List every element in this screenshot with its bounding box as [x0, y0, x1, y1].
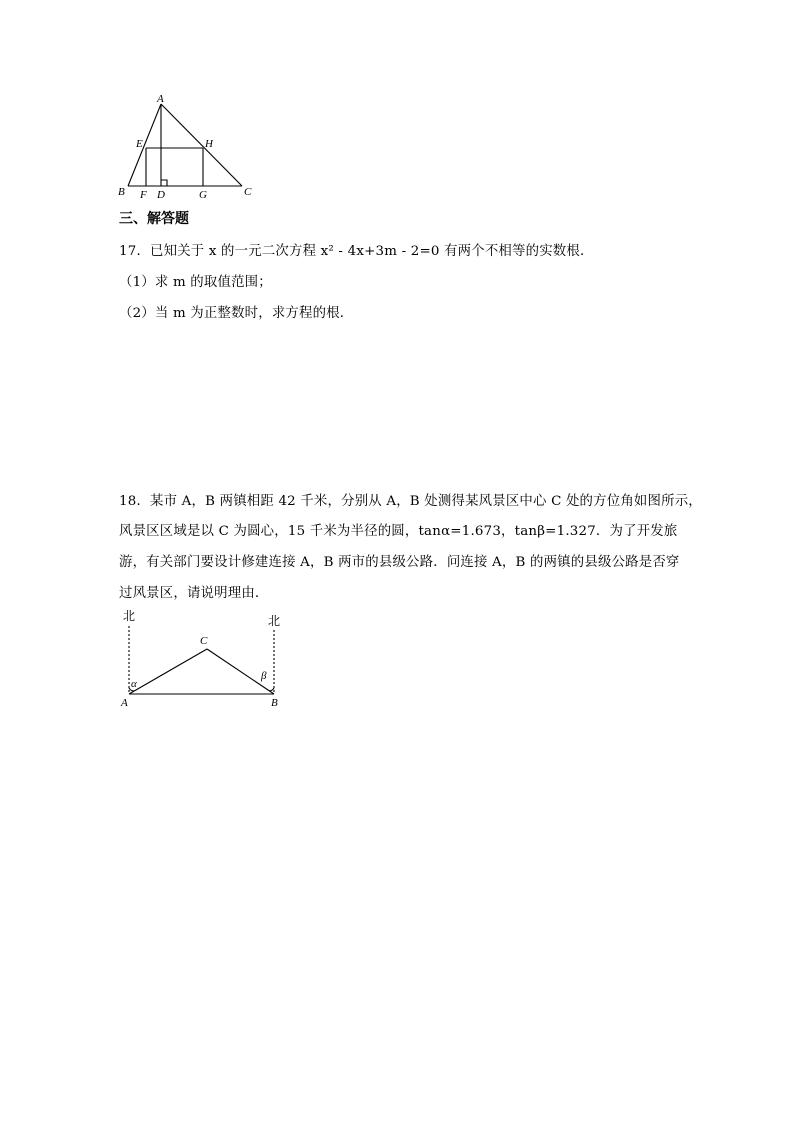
q17-part2: （2）当 m 为正整数时，求方程的根．	[119, 306, 354, 321]
q18-line2: 风景区区域是以 C 为圆心，15 千米为半径的圆，tanα=1.673，tanβ=1.327．为了开发旅	[119, 524, 678, 539]
label-g: G	[199, 189, 207, 201]
label-d: D	[157, 189, 165, 201]
label-c: C	[244, 186, 252, 198]
segment-ac	[129, 649, 207, 694]
label-b: B	[118, 186, 125, 198]
label-h: H	[205, 138, 213, 150]
q18-line3: 游，有关部门要设计修建连接 A，B 两市的县级公路．问连接 A，B 的两镇的县级公路是否穿	[119, 555, 680, 570]
q18-line4: 过风景区，请说明理由．	[119, 586, 269, 601]
label-a: A	[157, 93, 164, 105]
north-label-right: 北	[268, 614, 281, 628]
label-a: A	[121, 697, 128, 709]
angle-beta-arc	[269, 688, 274, 691]
bearing-figure	[112, 606, 292, 710]
segment-ac	[161, 104, 242, 186]
q17-part1: （1）求 m 的取值范围；	[119, 275, 272, 290]
label-alpha: α	[131, 678, 137, 690]
label-beta: β	[261, 670, 267, 682]
right-angle-mark	[161, 180, 167, 186]
label-b: B	[271, 697, 278, 709]
section-title: 三、解答题	[119, 211, 189, 227]
label-f: F	[140, 189, 147, 201]
q18-line1: 18．某市 A，B 两镇相距 42 千米，分别从 A，B 处测得某风景区中心 C 处的方位角如图所示，	[119, 494, 702, 509]
label-c: C	[200, 635, 208, 647]
triangle-rectangle-figure	[112, 92, 262, 202]
label-e: E	[136, 138, 143, 150]
north-label-left: 北	[123, 609, 136, 623]
segment-ab	[128, 104, 161, 186]
q17-stem: 17．已知关于 x 的一元二次方程 x² - 4x+3m - 2=0 有两个不相等的实数根．	[119, 244, 594, 259]
